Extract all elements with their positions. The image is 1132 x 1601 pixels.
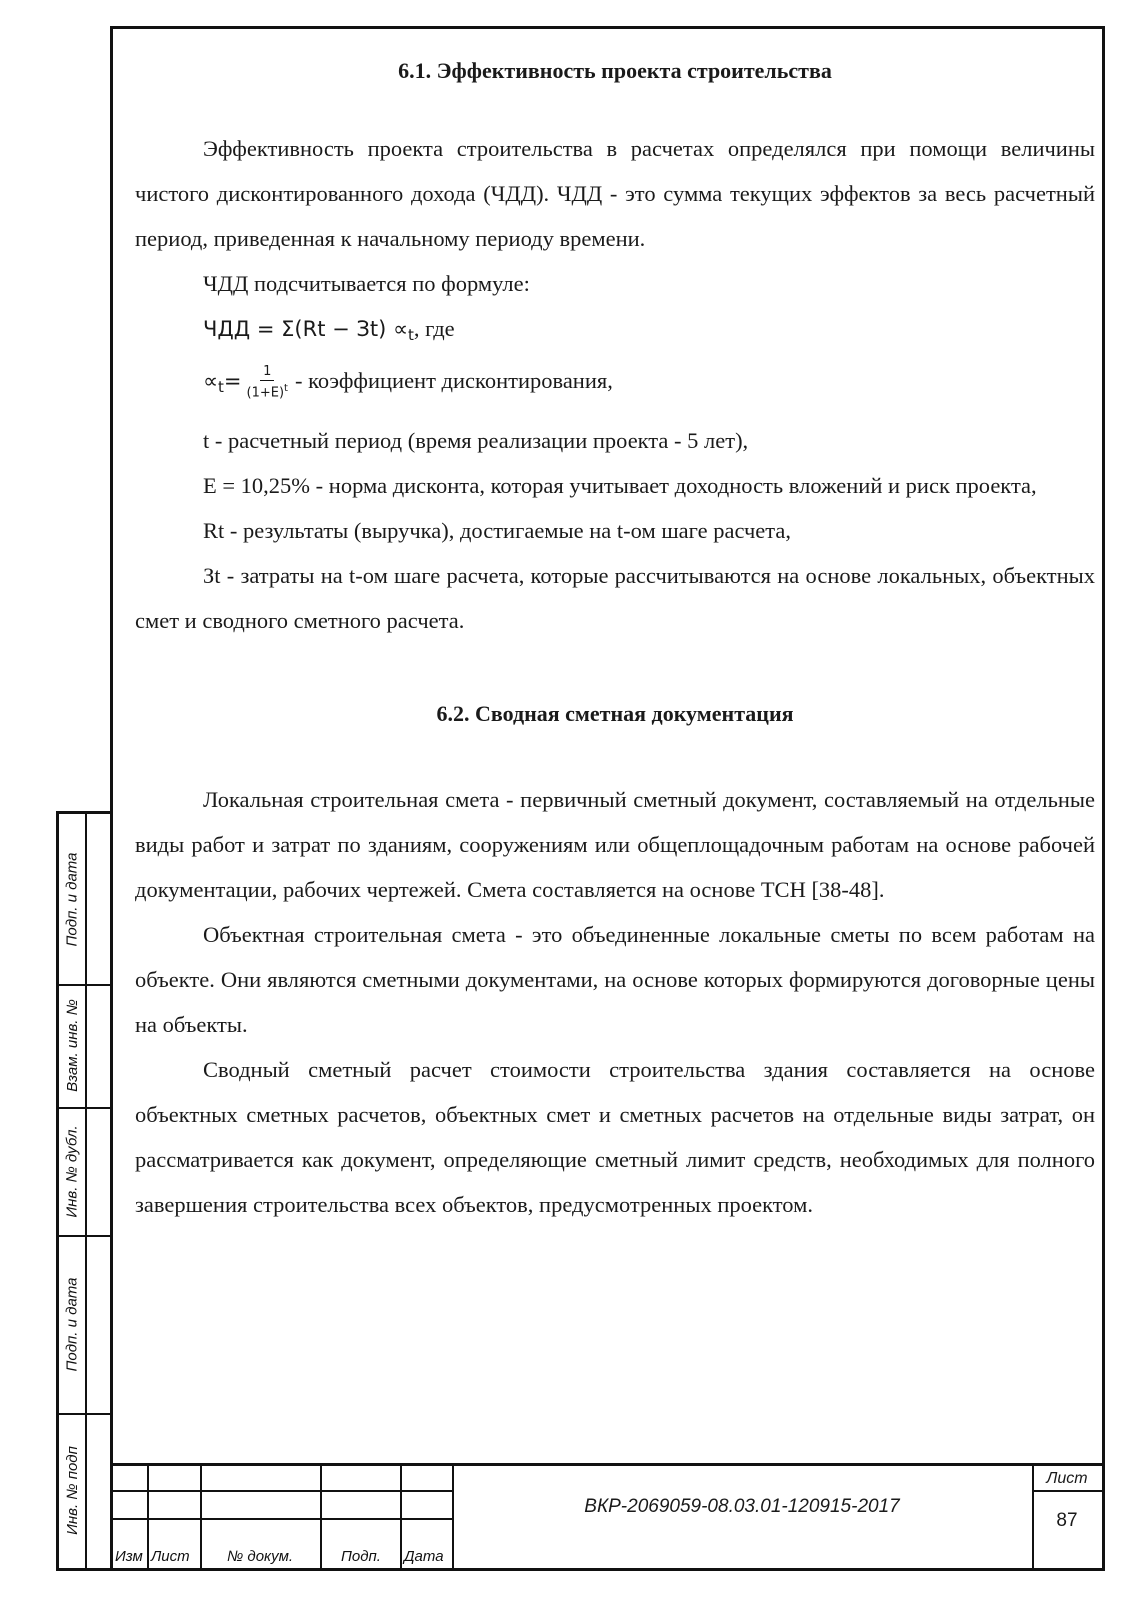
side-label-replace-inv: Взам. инв. № [63, 999, 81, 1092]
side-label-sign-date-1: Подп. и дата [63, 852, 81, 946]
document-code: ВКР-2069059-08.03.01-120915-2017 [584, 1496, 900, 1517]
sheet-label: Лист [1046, 1470, 1088, 1487]
section-6-1-title: 6.1. Эффективность проекта строительства [398, 58, 832, 83]
definition-zt: Зt - затраты на t-ом шаге расчета, которые рассчитываются на основе локальных, объектных смет и сводного сметного расчета. [135, 563, 1095, 633]
section-6-2-title: 6.2. Сводная сметная документация [436, 701, 794, 726]
formula-discount-factor: $\propto_t=$ $\frac{1}{(1+E)^t}$ - коэффициент дисконтирования, [203, 364, 613, 401]
col-date-label: Дата [404, 1548, 444, 1565]
definition-rt: Rt - результаты (выручка), достигаемые на t-ом шаге расчета, [203, 518, 791, 543]
side-label-sign-date-2: Подп. и дата [63, 1277, 81, 1371]
col-izm-label: Изм [115, 1548, 143, 1565]
col-doc-number-label: № докум. [227, 1548, 294, 1565]
side-stamp-strip [56, 811, 110, 1571]
discount-fraction: $\frac{1}{(1+E)^t}$ [246, 364, 288, 401]
page-content [135, 50, 1095, 1227]
side-label-original-inv: Инв. № подп [63, 1446, 81, 1535]
definition-e: Е = 10,25% - норма дисконта, которая учитывает доходность вложений и риск проекта, [203, 473, 1037, 498]
definition-t: t - расчетный период (время реализации проекта - 5 лет), [203, 428, 749, 453]
paragraph-local-estimate: Локальная строительная смета - первичный сметный документ, составляемый на отдельные виды работ и затрат по зданиям, сооружениям или общеплощадочным работам на основе рабочей документации, рабочих чертежей. Смета составляется на основе ТСН [38-48]. [135, 787, 1095, 902]
sheet-number: 87 [1056, 1510, 1078, 1531]
col-sign-label: Подп. [341, 1548, 381, 1565]
paragraph-summary-estimate: Сводный сметный расчет стоимости строительства здания составляется на основе объектных сметных расчетов, объектных смет и сметных расчетов на отдельные виды затрат, он рассматривается как документ, определяющие сметный лимит средств, необходимых для полного завершения строительства всех объектов, предусмотренных проектом. [135, 1057, 1095, 1217]
paragraph-object-estimate: Объектная строительная смета - это объединенные локальные сметы по всем работам на объекте. Они являются сметными документами, на основе которых формируются договорные цены на объекты. [135, 922, 1095, 1037]
paragraph-npv-definition: Эффективность проекта строительства в расчетах определялся при помощи величины чистого дисконтированного дохода (ЧДД). ЧДД - это сумма текущих эффектов за весь расчетный период, приведенная к начальному периоду времени. [135, 136, 1095, 251]
formula-npv: ЧДД = $\Sigma(Rt - Зt) \propto_t$, где [203, 316, 455, 344]
side-label-dup-inv: Инв. № дубл. [63, 1124, 81, 1218]
paragraph-formula-intro: ЧДД подсчитывается по формуле: [203, 271, 530, 296]
title-block [110, 1463, 1105, 1571]
col-list-label: Лист [151, 1548, 190, 1565]
